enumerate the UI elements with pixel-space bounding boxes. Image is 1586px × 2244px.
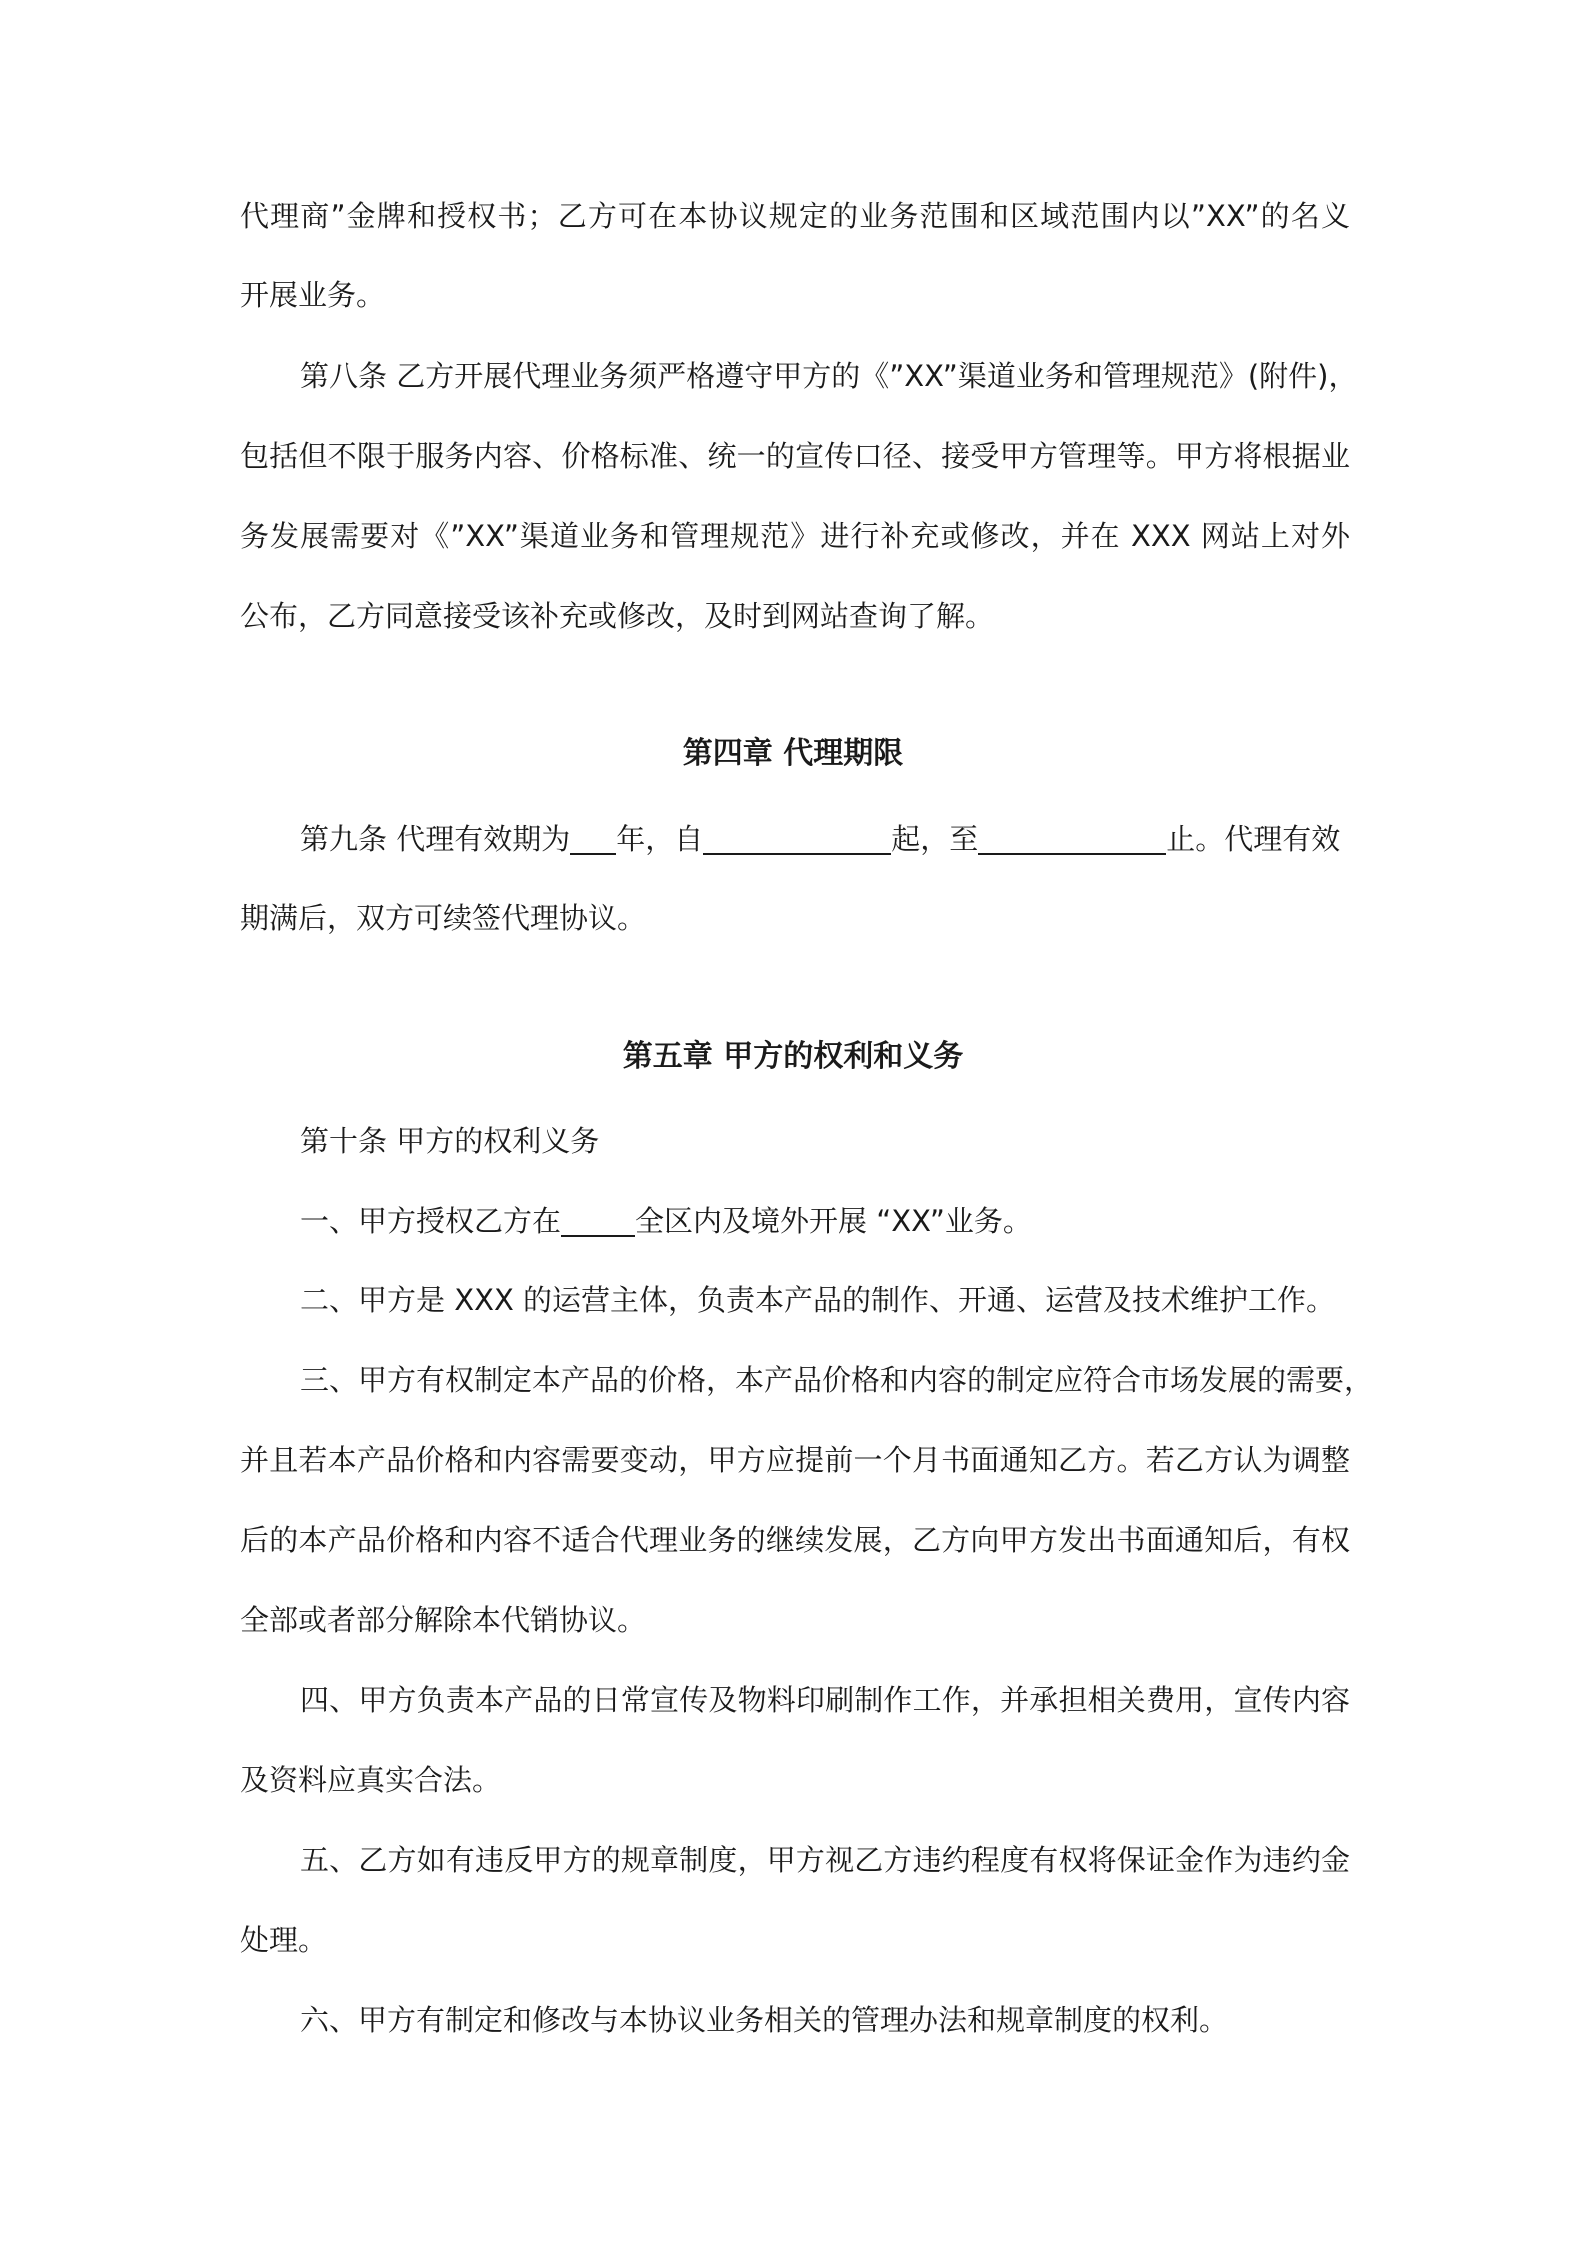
years-blank bbox=[570, 823, 616, 855]
article-9-line-2: 期满后，双方可续签代理协议。 bbox=[240, 901, 647, 935]
article-9-text-c: 起，至 bbox=[891, 822, 979, 856]
article-8-line-3: 务发展需要对《”XX”渠道业务和管理规范》进行补充或修改，并在 XXX 网站上对外 bbox=[240, 519, 1350, 553]
article-9-text-d: 止。代理有效 bbox=[1166, 822, 1341, 856]
chapter-4-title: 第四章 代理期限 bbox=[682, 736, 904, 771]
item-3-line-1: 三、甲方有权制定本产品的价格，本产品价格和内容的制定应符合市场发展的需要， bbox=[300, 1363, 1374, 1397]
article-8-line-1: 第八条 乙方开展代理业务须严格遵守甲方的《”XX”渠道业务和管理规范》(附件)， bbox=[300, 359, 1358, 393]
article-9-line-1 bbox=[300, 819, 1350, 859]
article-8-line-4: 公布，乙方同意接受该补充或修改，及时到网站查询了解。 bbox=[240, 599, 995, 633]
region-blank bbox=[561, 1205, 635, 1237]
article-8-line-2: 包括但不限于服务内容、价格标准、统一的宣传口径、接受甲方管理等。甲方将根据业 bbox=[240, 439, 1350, 473]
item-2: 二、甲方是 XXX 的运营主体，负责本产品的制作、开通、运营及技术维护工作。 bbox=[300, 1283, 1336, 1317]
chapter-5-title: 第五章 甲方的权利和义务 bbox=[622, 1039, 964, 1074]
item-4-line-2: 及资料应真实合法。 bbox=[240, 1763, 502, 1797]
item-1-text-a: 一、甲方授权乙方在 bbox=[300, 1204, 562, 1238]
item-3-line-2: 并且若本产品价格和内容需要变动，甲方应提前一个月书面通知乙方。若乙方认为调整 bbox=[240, 1443, 1350, 1477]
article-9-text-b: 年，自 bbox=[616, 822, 704, 856]
item-1 bbox=[300, 1201, 1350, 1241]
item-3-line-3: 后的本产品价格和内容不适合代理业务的继续发展，乙方向甲方发出书面通知后，有权 bbox=[240, 1523, 1350, 1557]
item-5-line-2: 处理。 bbox=[240, 1923, 328, 1957]
article-7-line-2: 开展业务。 bbox=[240, 278, 386, 312]
item-4-line-1: 四、甲方负责本产品的日常宣传及物料印刷制作工作，并承担相关费用，宣传内容 bbox=[300, 1683, 1350, 1717]
item-5-line-1: 五、乙方如有违反甲方的规章制度，甲方视乙方违约程度有权将保证金作为违约金 bbox=[300, 1843, 1350, 1877]
article-9-text-a: 第九条 代理有效期为 bbox=[300, 822, 571, 856]
end-date-blank bbox=[978, 823, 1166, 855]
item-1-text-b: 全区内及境外开展 “XX”业务。 bbox=[635, 1204, 1032, 1238]
start-date-blank bbox=[703, 823, 891, 855]
item-6: 六、甲方有制定和修改与本协议业务相关的管理办法和规章制度的权利。 bbox=[300, 2003, 1229, 2037]
item-3-line-4: 全部或者部分解除本代销协议。 bbox=[240, 1603, 647, 1637]
article-10-title: 第十条 甲方的权利义务 bbox=[300, 1124, 600, 1158]
article-7-line-1: 代理商”金牌和授权书；乙方可在本协议规定的业务范围和区域范围内以”XX”的名义 bbox=[240, 199, 1350, 233]
